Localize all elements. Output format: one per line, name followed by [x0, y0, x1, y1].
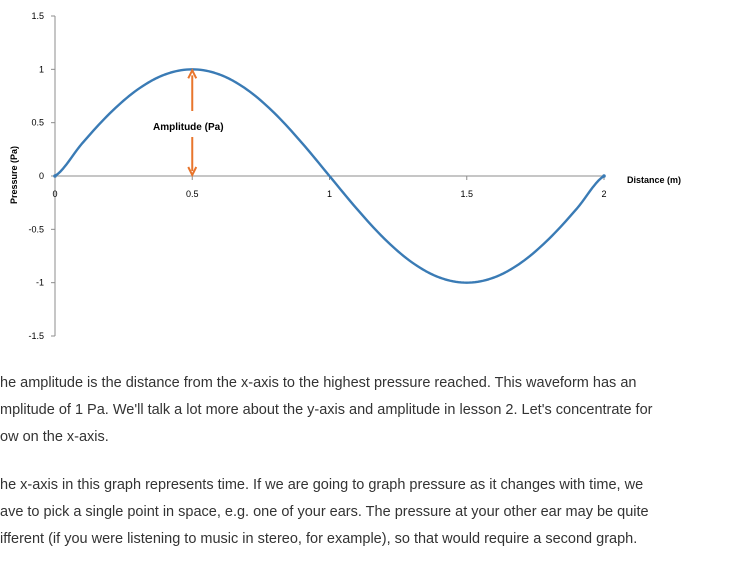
y-tick-label: 0: [38, 171, 44, 181]
y-tick-label: 1.5: [31, 11, 44, 21]
x-tick-label: 1: [326, 189, 333, 199]
paragraph-line: mplitude of 1 Pa. We'll talk a lot more about the y-axis and amplitude in lesson 2. Let's concentrate for: [0, 402, 653, 418]
paragraph-line: ifferent (if you were listening to music in stereo, for example), so that would require a second graph.: [0, 531, 638, 547]
paragraph-line: ave to pick a single point in space, e.g. one of your ears. The pressure at your other ear may be quite: [0, 504, 649, 520]
series-end-point: [602, 174, 606, 178]
x-tick-label: 0.5: [185, 189, 199, 199]
paragraph-amplitude: [0, 370, 756, 451]
paragraph-x-axis: [0, 472, 756, 553]
paragraph-line: he x-axis in this graph represents time. If we are going to graph pressure as it changes with time, we: [0, 477, 644, 493]
chart-annotations: [153, 70, 224, 175]
y-tick-label: 0.5: [31, 117, 44, 128]
x-tick-label: 0: [52, 189, 58, 199]
paragraph-line: ow on the x-axis.: [0, 429, 109, 445]
series-start-point: [53, 174, 57, 178]
y-axis-title: Pressure (Pa): [9, 145, 19, 205]
amplitude-label: Amplitude (Pa): [152, 122, 224, 133]
y-tick-label: -1: [35, 277, 44, 288]
x-tick-label: 2: [601, 189, 607, 199]
y-tick-label: -0.5: [28, 224, 44, 235]
y-tick-label: 1: [38, 64, 44, 75]
x-tick-label: 1.5: [460, 189, 474, 199]
x-axis-title: Distance (m): [627, 175, 682, 185]
paragraph-line: he amplitude is the distance from the x-axis to the highest pressure reached. This waveform has an: [0, 375, 637, 391]
y-tick-label: -1.5: [28, 331, 44, 341]
